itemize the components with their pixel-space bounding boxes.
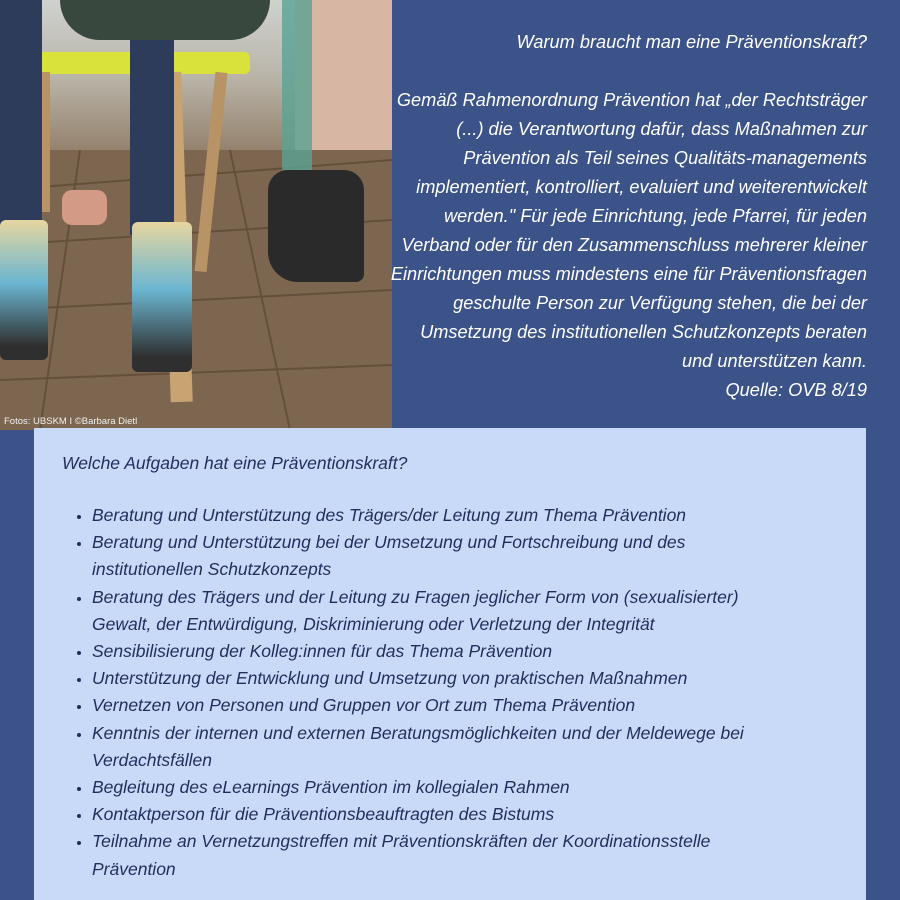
- list-item: [92, 774, 852, 801]
- list-item-line: • Kontaktperson für die Präventionsbeauftragten des Bistums: [92, 804, 555, 825]
- intro-line: (...) die Verantwortung dafür, dass Maßnahmen zur: [456, 119, 867, 139]
- intro-line: werden." Für jede Einrichtung, jede Pfarrei, für jeden: [444, 206, 867, 226]
- photo-credit: Fotos: UBSKM I ©Barbara Dietl: [4, 416, 138, 427]
- list-item: [92, 720, 852, 774]
- tasks-heading: Welche Aufgaben hat eine Präventionskraft?: [62, 453, 408, 473]
- intro-line: Einrichtungen muss mindestens eine für Präventionsfragen: [390, 264, 867, 284]
- list-item: [92, 801, 852, 828]
- list-item-line: • Begleitung des eLearnings Prävention im kollegialen Rahmen: [92, 777, 570, 798]
- intro-question: Warum braucht man eine Präventionskraft?: [516, 32, 867, 52]
- curtain: [282, 0, 312, 170]
- intro-line: geschulte Person zur Verfügung stehen, die bei der: [453, 293, 867, 313]
- list-item-line: • Unterstützung der Entwicklung und Umsetzung von praktischen Maßnahmen: [92, 668, 688, 689]
- list-item-line: • Beratung und Unterstützung bei der Umsetzung und Fortschreibung und des: [92, 532, 686, 553]
- list-item-line: • Kenntnis der internen und externen Beratungsmöglichkeiten und der Meldewege bei: [92, 722, 744, 743]
- list-item: [92, 828, 852, 882]
- list-item-line: • Teilnahme an Vernetzungstreffen mit Präventionskräften der Koordinationsstelle: [92, 831, 711, 852]
- list-item-line: Verdachtsfällen: [92, 749, 212, 770]
- foot: [62, 190, 107, 225]
- intro-line: Verband oder für den Zusammenschluss mehrerer kleiner: [401, 235, 867, 255]
- list-item: [92, 502, 852, 529]
- intro-section: [312, 28, 867, 405]
- list-item-line: • Sensibilisierung der Kolleg:innen für das Thema Prävention: [92, 641, 553, 662]
- intro-line: Prävention als Teil seines Qualitäts-managements: [463, 148, 867, 168]
- sneaker: [0, 220, 48, 360]
- intro-line: Gemäß Rahmenordnung Prävention hat „der Rechtsträger: [396, 90, 867, 110]
- list-item: [92, 692, 852, 719]
- list-item-line: • Vernetzen von Personen und Gruppen vor Ort zum Thema Prävention: [92, 695, 636, 716]
- tasks-panel: [34, 428, 866, 900]
- background-person-top: [60, 0, 270, 40]
- sneaker: [132, 222, 192, 372]
- list-item: [92, 529, 852, 583]
- list-item-line: • Beratung und Unterstützung des Trägers/der Leitung zum Thema Prävention: [92, 505, 687, 525]
- tasks-list: [92, 502, 852, 883]
- list-item: [92, 584, 852, 638]
- list-item-line: • Beratung des Trägers und der Leitung zu Fragen jeglicher Form von (sexualisierter): [92, 586, 739, 607]
- list-item: [92, 638, 852, 665]
- list-item: [92, 665, 852, 692]
- list-item-line: Gewalt, der Entwürdigung, Diskriminierung oder Verletzung der Integrität: [92, 613, 655, 634]
- intro-line: und unterstützen kann.: [681, 351, 867, 371]
- intro-line: Umsetzung des institutionellen Schutzkonzepts beraten: [420, 322, 867, 342]
- list-item-line: Prävention: [92, 858, 176, 879]
- person-leg: [0, 0, 42, 245]
- intro-body: [312, 86, 867, 376]
- intro-line: implementiert, kontrolliert, evaluiert und weiterentwickelt: [416, 177, 867, 197]
- intro-source: Quelle: OVB 8/19: [725, 380, 867, 400]
- list-item-line: institutionellen Schutzkonzepts: [92, 559, 332, 580]
